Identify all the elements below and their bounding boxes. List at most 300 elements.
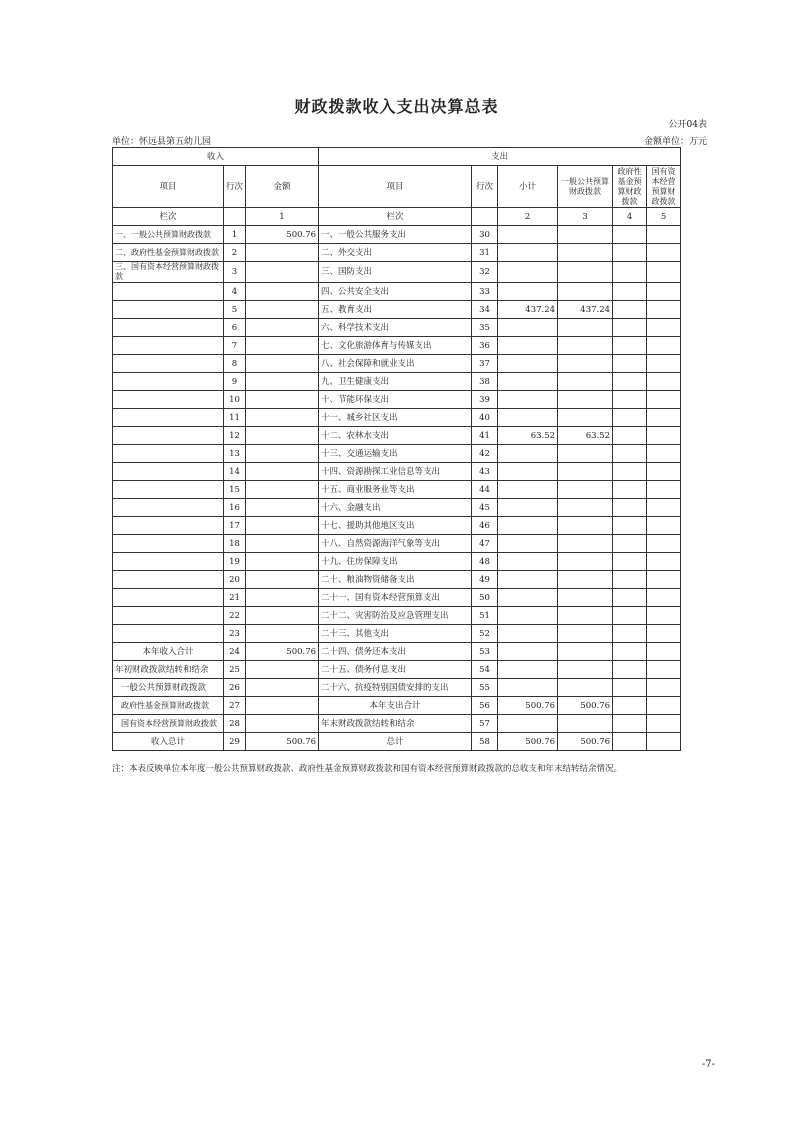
expense-item: 二、外交支出: [319, 244, 472, 262]
general-budget-amount: [558, 589, 613, 607]
income-item: [113, 607, 224, 625]
gov-fund-amount: [613, 625, 647, 643]
expense-subtotal: [498, 463, 558, 481]
expense-line-no: 36: [472, 337, 498, 355]
expense-subtotal: [498, 517, 558, 535]
footnote: 注：本表反映单位本年度一般公共预算财政拨款、政府性基金预算财政拨款和国有资本经营预算财政拨款的总收支和年末结转结余情况。: [112, 764, 623, 774]
state-capital-amount: [647, 589, 681, 607]
income-item: [113, 283, 224, 301]
income-line-no: 7: [224, 337, 246, 355]
expense-item: 二十六、抗疫特别国债安排的支出: [319, 679, 472, 697]
income-amount: [246, 589, 319, 607]
expense-line-no: 53: [472, 643, 498, 661]
state-capital-amount: [647, 283, 681, 301]
expense-subtotal: [498, 262, 558, 283]
table-row: [113, 373, 681, 391]
income-line-no: 17: [224, 517, 246, 535]
table-row: [113, 427, 681, 445]
income-amount: [246, 445, 319, 463]
money-unit-label: 金额单位：万元: [643, 137, 707, 147]
general-budget-amount: [558, 481, 613, 499]
income-item: 二、政府性基金预算财政拨款: [113, 244, 224, 262]
income-item: [113, 535, 224, 553]
expense-subtotal: 437.24: [498, 301, 558, 319]
general-budget-amount: 437.24: [558, 301, 613, 319]
income-line-no: 14: [224, 463, 246, 481]
general-budget-amount: [558, 679, 613, 697]
income-item: [113, 301, 224, 319]
general-budget-amount: [558, 499, 613, 517]
income-line-no: 5: [224, 301, 246, 319]
expense-item: 本年支出合计: [319, 697, 472, 715]
gov-fund-amount: [613, 355, 647, 373]
state-capital-amount: [647, 553, 681, 571]
income-line-no: 1: [224, 226, 246, 244]
expense-item: 一、一般公共服务支出: [319, 226, 472, 244]
gov-fund-amount: [613, 517, 647, 535]
gov-fund-header: 政府性基金预算财政拨款: [613, 166, 647, 208]
state-capital-amount: [647, 679, 681, 697]
income-amount: [246, 409, 319, 427]
expense-line-no: 48: [472, 553, 498, 571]
expense-subtotal: [498, 355, 558, 373]
expense-item: 十九、住房保障支出: [319, 553, 472, 571]
gov-fund-amount: [613, 481, 647, 499]
general-budget-amount: [558, 262, 613, 283]
gov-fund-amount: [613, 319, 647, 337]
expense-subtotal: [498, 481, 558, 499]
income-line-no: 12: [224, 427, 246, 445]
state-capital-amount: [647, 715, 681, 733]
expense-item: 七、文化旅游体育与传媒支出: [319, 337, 472, 355]
expense-item: 四、公共安全支出: [319, 283, 472, 301]
expense-item: 二十一、国有资本经营预算支出: [319, 589, 472, 607]
state-capital-amount: [647, 571, 681, 589]
state-capital-amount: [647, 517, 681, 535]
state-capital-header: 国有资本经营预算财政拨款: [647, 166, 681, 208]
gov-fund-amount: [613, 571, 647, 589]
gov-fund-amount: [613, 409, 647, 427]
income-amount: [246, 715, 319, 733]
income-amount: [246, 535, 319, 553]
income-line-no: 22: [224, 607, 246, 625]
column-index-label-2: 栏次: [319, 208, 472, 226]
expense-line-no: 57: [472, 715, 498, 733]
table-row: [113, 262, 681, 283]
table-row: [113, 445, 681, 463]
table-row: [113, 517, 681, 535]
expense-item: 三、国防支出: [319, 262, 472, 283]
gov-fund-amount: [613, 373, 647, 391]
table-row: [113, 679, 681, 697]
general-budget-amount: [558, 445, 613, 463]
gov-fund-amount: [613, 643, 647, 661]
expense-line-no: 51: [472, 607, 498, 625]
expense-line-no: 43: [472, 463, 498, 481]
expense-line-no: 40: [472, 409, 498, 427]
gov-fund-amount: [613, 733, 647, 751]
income-item: [113, 499, 224, 517]
expense-item: 十一、城乡社区支出: [319, 409, 472, 427]
expense-line-no: 44: [472, 481, 498, 499]
income-item: 政府性基金预算财政拨款: [113, 697, 224, 715]
column-index-2: 2: [498, 208, 558, 226]
gov-fund-amount: [613, 427, 647, 445]
income-item: [113, 373, 224, 391]
expense-line-no: 46: [472, 517, 498, 535]
expense-item: 二十、粮油物资储备支出: [319, 571, 472, 589]
income-amount: [246, 481, 319, 499]
income-item: [113, 571, 224, 589]
state-capital-amount: [647, 373, 681, 391]
expense-line-no: 35: [472, 319, 498, 337]
expense-line-no: 55: [472, 679, 498, 697]
gov-fund-amount: [613, 715, 647, 733]
expense-subtotal: [498, 409, 558, 427]
table-row: [113, 463, 681, 481]
table-row: [113, 355, 681, 373]
general-budget-amount: [558, 553, 613, 571]
gov-fund-amount: [613, 553, 647, 571]
income-line-no: 15: [224, 481, 246, 499]
expense-line-no: 49: [472, 571, 498, 589]
state-capital-amount: [647, 337, 681, 355]
expense-subtotal: [498, 283, 558, 301]
income-line-no: 8: [224, 355, 246, 373]
income-amount: [246, 697, 319, 715]
expense-subtotal: [498, 244, 558, 262]
income-line-no: 11: [224, 409, 246, 427]
expense-subtotal: [498, 373, 558, 391]
income-amount: [246, 679, 319, 697]
expense-subtotal: [498, 589, 558, 607]
expense-line-no: 32: [472, 262, 498, 283]
expense-subtotal: [498, 391, 558, 409]
general-budget-amount: [558, 391, 613, 409]
gov-fund-amount: [613, 607, 647, 625]
income-item: [113, 391, 224, 409]
expense-line-no: 58: [472, 733, 498, 751]
general-budget-amount: [558, 643, 613, 661]
table-row: [113, 589, 681, 607]
income-amount: [246, 427, 319, 445]
expense-item: 十八、自然资源海洋气象等支出: [319, 535, 472, 553]
state-capital-amount: [647, 391, 681, 409]
state-capital-amount: [647, 355, 681, 373]
state-capital-amount: [647, 409, 681, 427]
state-capital-amount: [647, 643, 681, 661]
income-item: [113, 427, 224, 445]
table-row: [113, 499, 681, 517]
expense-line-no: 42: [472, 445, 498, 463]
expense-line-no: 33: [472, 283, 498, 301]
income-item: [113, 463, 224, 481]
column-index-3: 3: [558, 208, 613, 226]
gov-fund-amount: [613, 244, 647, 262]
expense-subtotal: [498, 553, 558, 571]
general-budget-amount: [558, 409, 613, 427]
income-line-no: 25: [224, 661, 246, 679]
gov-fund-amount: [613, 679, 647, 697]
table-row: [113, 625, 681, 643]
expense-item: 二十二、灾害防治及应急管理支出: [319, 607, 472, 625]
expense-subtotal: [498, 625, 558, 643]
gov-fund-amount: [613, 226, 647, 244]
income-item: 年初财政拨款结转和结余: [113, 661, 224, 679]
income-amount: [246, 244, 319, 262]
income-item: [113, 625, 224, 643]
income-amount: [246, 625, 319, 643]
expense-line-no: 34: [472, 301, 498, 319]
gov-fund-amount: [613, 283, 647, 301]
income-item: [113, 553, 224, 571]
general-budget-amount: [558, 517, 613, 535]
income-amount: [246, 463, 319, 481]
expense-item: 总计: [319, 733, 472, 751]
state-capital-amount: [647, 301, 681, 319]
general-budget-amount: [558, 715, 613, 733]
table-row: [113, 226, 681, 244]
unit-label: 单位：怀远县第五幼儿园: [112, 137, 212, 147]
income-item: [113, 481, 224, 499]
table-row: [113, 301, 681, 319]
general-budget-amount: [558, 625, 613, 643]
gov-fund-amount: [613, 589, 647, 607]
expense-line-no: 39: [472, 391, 498, 409]
expense-item: 八、社会保障和就业支出: [319, 355, 472, 373]
expense-line-header: 行次: [472, 166, 498, 208]
expense-item: 二十五、债务付息支出: [319, 661, 472, 679]
expense-line-no: 52: [472, 625, 498, 643]
general-budget-amount: [558, 535, 613, 553]
general-budget-amount: [558, 283, 613, 301]
expense-subtotal: [498, 445, 558, 463]
state-capital-amount: [647, 463, 681, 481]
gov-fund-amount: [613, 661, 647, 679]
state-capital-amount: [647, 481, 681, 499]
form-number: 公开04表: [668, 120, 707, 130]
income-amount: [246, 607, 319, 625]
expense-item: 十六、金融支出: [319, 499, 472, 517]
income-amount: [246, 337, 319, 355]
table-row: [113, 409, 681, 427]
income-amount: 500.76: [246, 733, 319, 751]
income-amount: [246, 499, 319, 517]
income-item: [113, 589, 224, 607]
expense-line-no: 45: [472, 499, 498, 517]
expense-subtotal: [498, 643, 558, 661]
expense-line-no: 38: [472, 373, 498, 391]
expense-subtotal: [498, 319, 558, 337]
expense-item: 二十四、债务还本支出: [319, 643, 472, 661]
budget-table: [112, 147, 681, 751]
general-budget-amount: [558, 373, 613, 391]
income-amount: [246, 391, 319, 409]
table-row: [113, 697, 681, 715]
income-item: [113, 355, 224, 373]
gov-fund-amount: [613, 337, 647, 355]
state-capital-amount: [647, 319, 681, 337]
income-line-no: 13: [224, 445, 246, 463]
income-amount-header: 金额: [246, 166, 319, 208]
income-line-no: 27: [224, 697, 246, 715]
general-budget-amount: 63.52: [558, 427, 613, 445]
income-item: 三、国有资本经营预算财政拨款: [113, 262, 224, 283]
general-budget-amount: [558, 463, 613, 481]
general-budget-header: 一般公共预算财政拨款: [558, 166, 613, 208]
expense-line-no: 31: [472, 244, 498, 262]
gov-fund-amount: [613, 262, 647, 283]
table-row: [113, 733, 681, 751]
income-amount: [246, 517, 319, 535]
state-capital-amount: [647, 445, 681, 463]
expense-header: 支出: [319, 148, 681, 166]
column-index-label: 栏次: [113, 208, 224, 226]
state-capital-amount: [647, 262, 681, 283]
expense-subtotal: [498, 226, 558, 244]
state-capital-amount: [647, 427, 681, 445]
income-line-no: 28: [224, 715, 246, 733]
gov-fund-amount: [613, 445, 647, 463]
expense-item: 十四、资源勘探工业信息等支出: [319, 463, 472, 481]
expense-item: 五、教育支出: [319, 301, 472, 319]
expense-line-no: 47: [472, 535, 498, 553]
general-budget-amount: [558, 244, 613, 262]
income-amount: 500.76: [246, 226, 319, 244]
income-item: [113, 445, 224, 463]
state-capital-amount: [647, 697, 681, 715]
table-row: [113, 535, 681, 553]
income-line-header: 行次: [224, 166, 246, 208]
table-row: [113, 283, 681, 301]
expense-item: 十三、交通运输支出: [319, 445, 472, 463]
income-item: [113, 517, 224, 535]
general-budget-amount: [558, 661, 613, 679]
subtotal-header: 小计: [498, 166, 558, 208]
gov-fund-amount: [613, 301, 647, 319]
expense-subtotal: [498, 679, 558, 697]
income-amount: [246, 661, 319, 679]
income-line-no: 20: [224, 571, 246, 589]
table-row: [113, 715, 681, 733]
general-budget-amount: [558, 226, 613, 244]
table-row: [113, 244, 681, 262]
income-line-no: 21: [224, 589, 246, 607]
page-number: -7-: [701, 1059, 715, 1070]
income-item: 本年收入合计: [113, 643, 224, 661]
expense-item: 二十三、其他支出: [319, 625, 472, 643]
general-budget-amount: 500.76: [558, 697, 613, 715]
state-capital-amount: [647, 244, 681, 262]
income-line-no: 29: [224, 733, 246, 751]
table-row: [113, 337, 681, 355]
expense-item: 九、卫生健康支出: [319, 373, 472, 391]
income-amount: 500.76: [246, 643, 319, 661]
expense-item: 十、节能环保支出: [319, 391, 472, 409]
column-index-blank-2: [472, 208, 498, 226]
income-amount: [246, 553, 319, 571]
expense-subtotal: 63.52: [498, 427, 558, 445]
expense-line-no: 30: [472, 226, 498, 244]
state-capital-amount: [647, 535, 681, 553]
expense-subtotal: [498, 661, 558, 679]
expense-item: 十五、商业服务业等支出: [319, 481, 472, 499]
income-line-no: 16: [224, 499, 246, 517]
income-line-no: 2: [224, 244, 246, 262]
state-capital-amount: [647, 733, 681, 751]
income-amount: [246, 571, 319, 589]
income-amount: [246, 373, 319, 391]
state-capital-amount: [647, 625, 681, 643]
income-amount: [246, 262, 319, 283]
income-line-no: 19: [224, 553, 246, 571]
expense-subtotal: [498, 607, 558, 625]
general-budget-amount: [558, 319, 613, 337]
expense-subtotal: [498, 715, 558, 733]
income-item: 一、一般公共预算财政拨款: [113, 226, 224, 244]
gov-fund-amount: [613, 535, 647, 553]
expense-item: 十七、援助其他地区支出: [319, 517, 472, 535]
page-title: 财政拨款收入支出决算总表: [294, 97, 499, 116]
gov-fund-amount: [613, 391, 647, 409]
column-index-5: 5: [647, 208, 681, 226]
state-capital-amount: [647, 226, 681, 244]
expense-subtotal: [498, 535, 558, 553]
table-row: [113, 607, 681, 625]
income-item: 收入总计: [113, 733, 224, 751]
table-row: [113, 481, 681, 499]
expense-item: 年末财政拨款结转和结余: [319, 715, 472, 733]
income-amount: [246, 301, 319, 319]
income-line-no: 6: [224, 319, 246, 337]
income-item: [113, 319, 224, 337]
general-budget-amount: [558, 337, 613, 355]
column-index-1: 1: [246, 208, 319, 226]
expense-item: 六、科学技术支出: [319, 319, 472, 337]
income-line-no: 26: [224, 679, 246, 697]
expense-line-no: 54: [472, 661, 498, 679]
income-item: [113, 337, 224, 355]
income-line-no: 18: [224, 535, 246, 553]
income-item: [113, 409, 224, 427]
income-line-no: 24: [224, 643, 246, 661]
expense-subtotal: 500.76: [498, 697, 558, 715]
expense-line-no: 50: [472, 589, 498, 607]
expense-line-no: 56: [472, 697, 498, 715]
gov-fund-amount: [613, 499, 647, 517]
general-budget-amount: [558, 607, 613, 625]
expense-line-no: 41: [472, 427, 498, 445]
gov-fund-amount: [613, 697, 647, 715]
income-line-no: 4: [224, 283, 246, 301]
state-capital-amount: [647, 499, 681, 517]
general-budget-amount: [558, 355, 613, 373]
expense-subtotal: 500.76: [498, 733, 558, 751]
column-index-4: 4: [613, 208, 647, 226]
general-budget-amount: 500.76: [558, 733, 613, 751]
income-line-no: 23: [224, 625, 246, 643]
income-item: 国有资本经营预算财政拨款: [113, 715, 224, 733]
income-header: 收入: [113, 148, 319, 166]
income-line-no: 3: [224, 262, 246, 283]
table-row: [113, 553, 681, 571]
column-index-blank: [224, 208, 246, 226]
table-row: [113, 643, 681, 661]
income-amount: [246, 355, 319, 373]
gov-fund-amount: [613, 463, 647, 481]
expense-subtotal: [498, 337, 558, 355]
state-capital-amount: [647, 607, 681, 625]
